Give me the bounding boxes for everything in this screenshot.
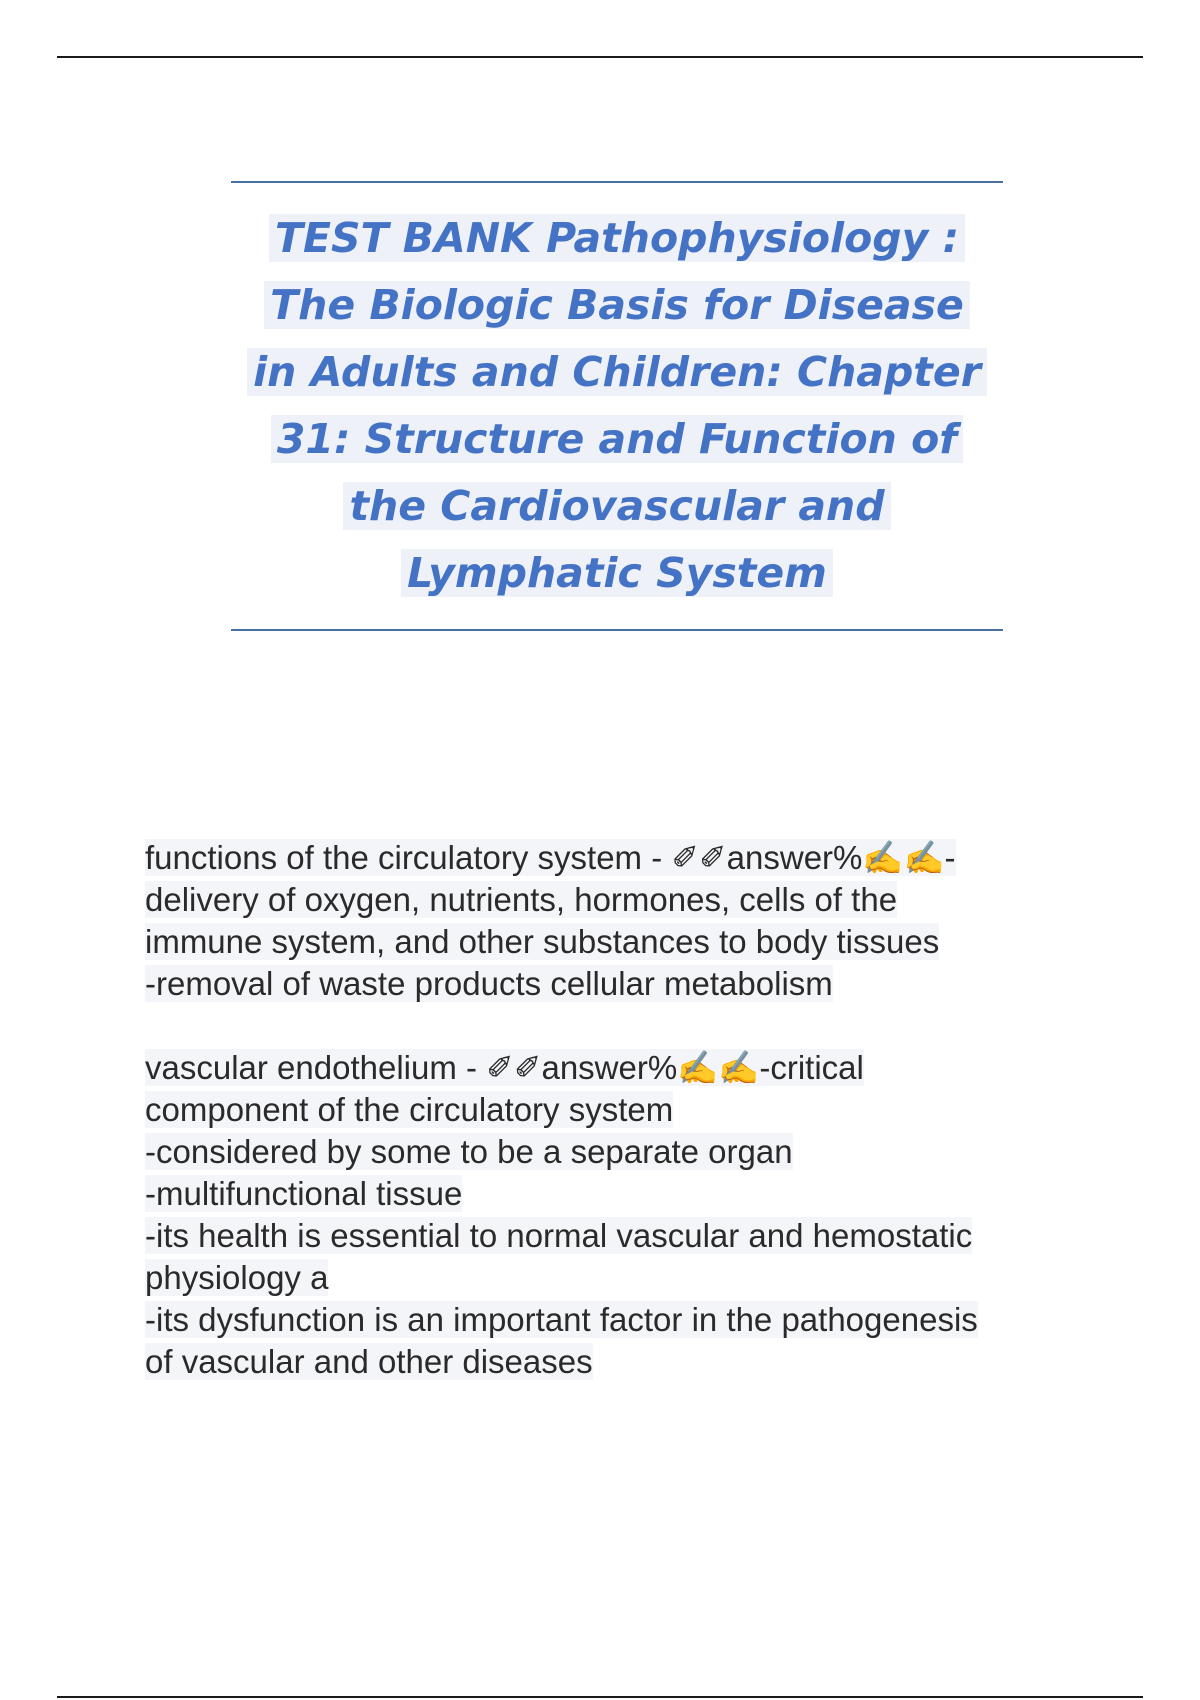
bottom-rule bbox=[57, 1696, 1143, 1698]
entry-line: -multifunctional tissue bbox=[145, 1175, 463, 1212]
entry-line: of vascular and other diseases bbox=[145, 1343, 593, 1380]
qa-entry-vascular-endothelium bbox=[145, 1047, 1085, 1383]
entry-line: -its health is essential to normal vascular and hemostatic bbox=[145, 1217, 973, 1254]
entry-line: immune system, and other substances to body tissues bbox=[145, 923, 940, 960]
entry-line: -considered by some to be a separate organ bbox=[145, 1133, 793, 1170]
entry-line: -its dysfunction is an important factor in the pathogenesis bbox=[145, 1301, 978, 1338]
entry-line: -removal of waste products cellular metabolism bbox=[145, 965, 833, 1002]
title-line: the Cardiovascular and bbox=[231, 473, 1003, 540]
entry-line: vascular endothelium - ✐✐answer%✍✍-critical bbox=[145, 1049, 864, 1086]
document-title bbox=[231, 181, 1003, 631]
qa-entry-circulatory-functions bbox=[145, 837, 1085, 1005]
top-rule bbox=[57, 56, 1143, 58]
title-line: 31: Structure and Function of bbox=[231, 406, 1003, 473]
title-line: TEST BANK Pathophysiology : bbox=[231, 205, 1003, 272]
entry-line: delivery of oxygen, nutrients, hormones, cells of the bbox=[145, 881, 898, 918]
title-line: in Adults and Children: Chapter bbox=[231, 339, 1003, 406]
title-line: The Biologic Basis for Disease bbox=[231, 272, 1003, 339]
entry-line: physiology a bbox=[145, 1259, 329, 1296]
entry-line: component of the circulatory system bbox=[145, 1091, 674, 1128]
entry-line: functions of the circulatory system - ✐✐answer%✍✍- bbox=[145, 839, 956, 876]
title-line: Lymphatic System bbox=[231, 540, 1003, 607]
document-body bbox=[145, 837, 1085, 1425]
